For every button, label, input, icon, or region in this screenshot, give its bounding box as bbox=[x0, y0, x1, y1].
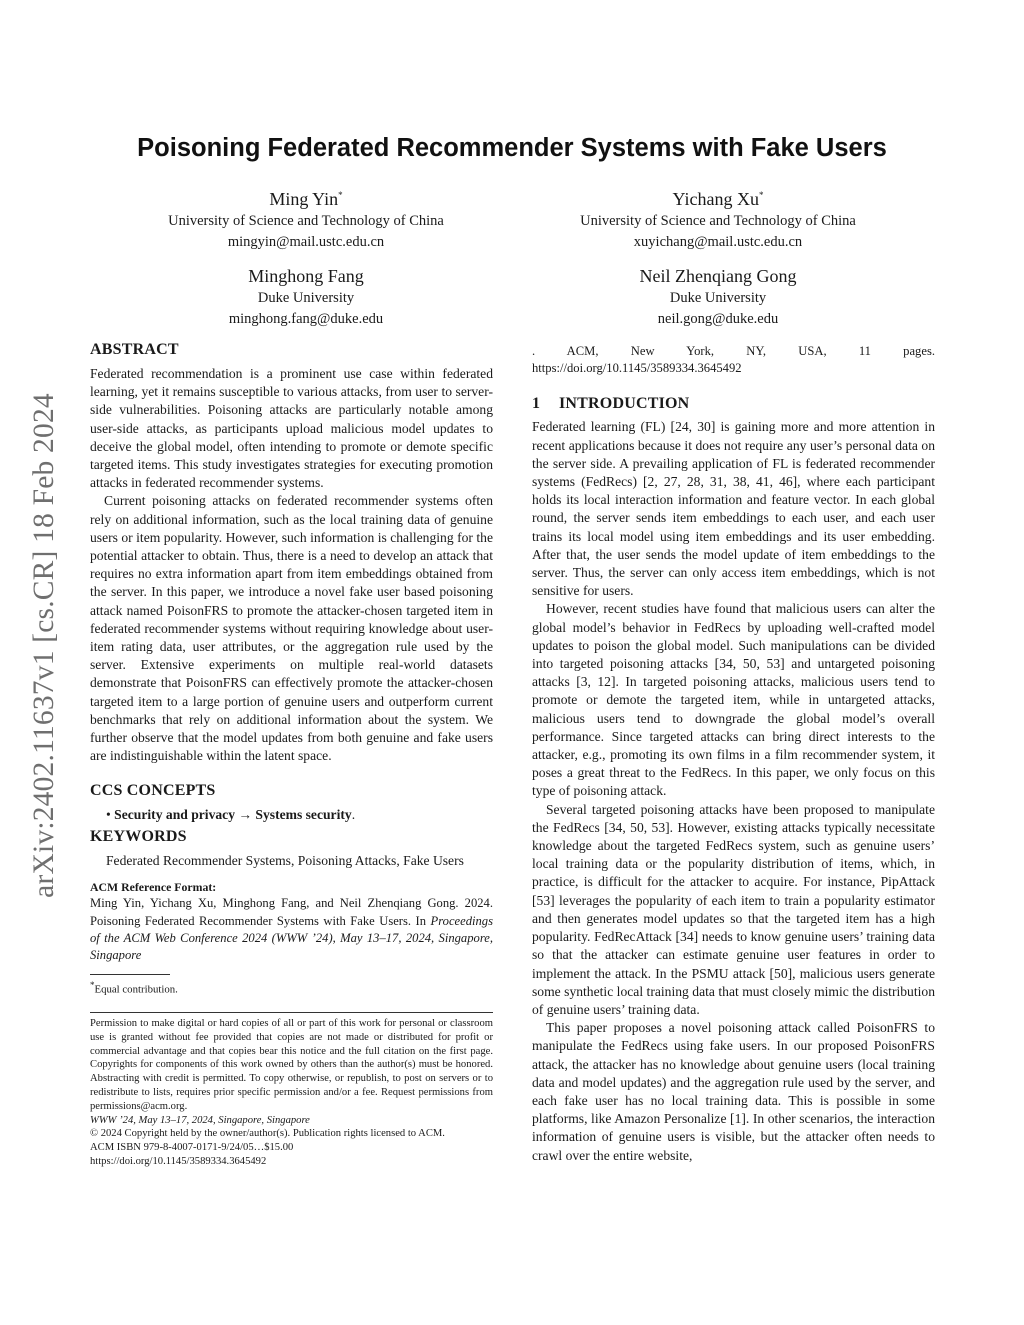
paper-title: Poisoning Federated Recommender Systems with Fake Users bbox=[137, 134, 887, 162]
author-affiliation: Duke University bbox=[257, 290, 355, 306]
intro-paragraph: This paper proposes a novel poisoning attack called PoisonFRS to manipulate the FedRecs using fake users. In our proposed PoisonFRS attack, the attacker has no knowledge about genuine users (local training data and model updates) and the aggregation rule used by the server, and each fake user has no local training data. This is possible in some platforms, like Amazon Personalize [1]. In other scenarios, the interaction information of genuine users is visible, but the attacker often needs to crawl over the entire website, bbox=[532, 1020, 935, 1163]
author-name: Minghong Fang bbox=[248, 266, 364, 286]
permission-doi: https://doi.org/10.1145/3589334.3645492 bbox=[90, 1156, 267, 1168]
keywords-heading: KEYWORDS bbox=[90, 828, 187, 846]
ccs-concepts: • Security and privacy → Systems security. bbox=[106, 807, 356, 823]
author-name: Ming Yin* bbox=[269, 189, 343, 209]
author-affiliation: University of Science and Technology of China bbox=[580, 213, 856, 229]
right-column bbox=[532, 343, 935, 1165]
author-name: Neil Zhenqiang Gong bbox=[639, 266, 797, 286]
acm-reference-text: Ming Yin, Yichang Xu, Minghong Fang, and Neil Zhenqiang Gong. 2024. Poisoning Federated Recommender Systems with Fake Users. In Proceedings of the ACM Web Conference 2024 (WWW ’24), May 13–17, 2024, Singapore, Singapore bbox=[90, 896, 493, 963]
introduction-heading: 1 INTRODUCTION bbox=[532, 395, 690, 413]
abstract-paragraph: Current poisoning attacks on federated recommender systems often rely on additional information, such as the local training data of genuine users or item popularity. However, such information is challenging for the potential attacker to obtain. Thus, there is a need to develop an attack that requires no extra information apart from item embeddings obtained from the server. In this paper, we introduce a novel fake user based poisoning attack named PoisonFRS to promote the attacker-chosen targeted item in federated recommender systems without requiring knowledge about user-item rating data, user attributes, or the aggregation rule used by the server. Extensive experiments on multiple real-world datasets demonstrate that PoisonFRS can effectively promote the attacker-chosen targeted item to a large portion of genuine users and outperform current benchmarks that rely on additional information about the system. We further observe that the model updates from both genuine and fake users are indistinguishable within the latent space. bbox=[90, 493, 493, 764]
author-email: neil.gong@duke.edu bbox=[657, 310, 779, 327]
arxiv-identifier: arXiv:2402.11637v1 [cs.CR] 18 Feb 2024 bbox=[27, 392, 60, 898]
acm-reference-continued: . ACM, New York, NY, USA, 11 pages. https://doi.org/10.1145/3589334.3645492 bbox=[532, 344, 935, 376]
author-email: xuyichang@mail.ustc.edu.cn bbox=[633, 233, 803, 250]
intro-paragraph: Several targeted poisoning attacks have been proposed to manipulate the FedRecs [34, 50, 53]. However, existing attacks typically necessitate knowledge about the targeted FedRecs system, such as genuine users’ local training data or the popularity distribution of items, which, in practice, is difficult for the attacker to acquire. For instance, PipAttack [53] leverages the popularity of each item to train a popularity estimator and then generates model updates so that the targeted item has a high popularity. FedRecAttack [34] needs to know genuine users’ training data so that the attacker can estimate genuine user features in order to implement the attack. In the PSMU attack [50], malicious users generate some synthetic local training data that must closely mimic the distribution of genuine users’ training data. bbox=[532, 801, 935, 1017]
permission-conference: WWW ’24, May 13–17, 2024, Singapore, Singapore bbox=[90, 1114, 310, 1126]
left-column bbox=[90, 340, 493, 1169]
permission-rule bbox=[90, 1012, 493, 1013]
intro-paragraph: However, recent studies have found that malicious users can alter the global model’s behavior in FedRecs by uploading well-crafted model updates to poison the global model. Such manipulations can be divided into targeted poisoning attacks [34, 50, 53] and untargeted poisoning attacks [3, 12]. In targeted poisoning attacks, malicious users tend to promote or demote the targeted item, while in untargeted attacks, malicious users tend to downgrade the global model’s overall performance. Since targeted attacks can bring direct interests to the attacker, e.g., promoting its own films in a film recommender system, it poses a great threat to the FedRecs. In this paper, we only focus on this type of poisoning attack. bbox=[532, 601, 935, 799]
author-affiliation: Duke University bbox=[669, 290, 767, 306]
keywords-text: Federated Recommender Systems, Poisoning Attacks, Fake Users bbox=[106, 853, 464, 869]
author-block-4 bbox=[508, 264, 928, 329]
permission-isbn: ACM ISBN 979-8-4007-0171-9/24/05…$15.00 bbox=[90, 1142, 294, 1154]
abstract-heading: ABSTRACT bbox=[90, 341, 179, 358]
author-block-3 bbox=[96, 264, 516, 329]
ccs-heading: CCS CONCEPTS bbox=[90, 782, 216, 800]
footnote-text: *Equal contribution. bbox=[90, 980, 178, 996]
acm-reference-heading: ACM Reference Format: bbox=[90, 880, 217, 895]
author-name: Yichang Xu* bbox=[672, 189, 764, 209]
permission-copyright: © 2024 Copyright held by the owner/author(s). Publication rights licensed to ACM. bbox=[90, 1128, 445, 1140]
author-email: minghong.fang@duke.edu bbox=[228, 310, 384, 327]
author-affiliation: University of Science and Technology of China bbox=[168, 213, 444, 229]
permission-text: Permission to make digital or hard copies of all or part of this work for personal or classroom use is granted without fee provided that copies are not made or distributed for profit or commercial advantage and that copies bear this notice and the full citation on the first page. Copyrights for components of this work owned by others than the author(s) must be honored. Abstracting with credit is permitted. To copy otherwise, or republish, to post on servers or to redistribute to lists, requires prior specific permission and/or a fee. Request permissions from permissions@acm.org. bbox=[90, 1018, 493, 1112]
abstract-paragraph: Federated recommendation is a prominent use case within federated learning, yet it remains susceptible to various attacks, from user to server-side vulnerabilities. Poisoning attacks are particularly notable among user-side attacks, as participants upload malicious model updates to deceive the global model, often intending to promote or demote specific targeted items. This study investigates strategies for executing promotion attacks in federated recommender systems. bbox=[90, 366, 493, 491]
author-block-1 bbox=[96, 187, 516, 252]
author-email: mingyin@mail.ustc.edu.cn bbox=[227, 233, 385, 250]
author-block-2 bbox=[508, 187, 928, 252]
footnote-rule bbox=[90, 974, 170, 975]
intro-paragraph: Federated learning (FL) [24, 30] is gaining more and more attention in recent applications because it does not require any user’s personal data on the server side. A prevailing application of FL is federated recommender systems (FedRecs) [2, 27, 28, 31, 38, 41, 46], where each participant holds its local interaction information and feature vector. In each global round, the server sends item embeddings to each user, and each user trains its local model using item embeddings and its user embedding. After that, the user sends the model update of item embeddings to the server. Thus, the server can only access item embeddings, which is not sensitive for users. bbox=[532, 419, 935, 599]
